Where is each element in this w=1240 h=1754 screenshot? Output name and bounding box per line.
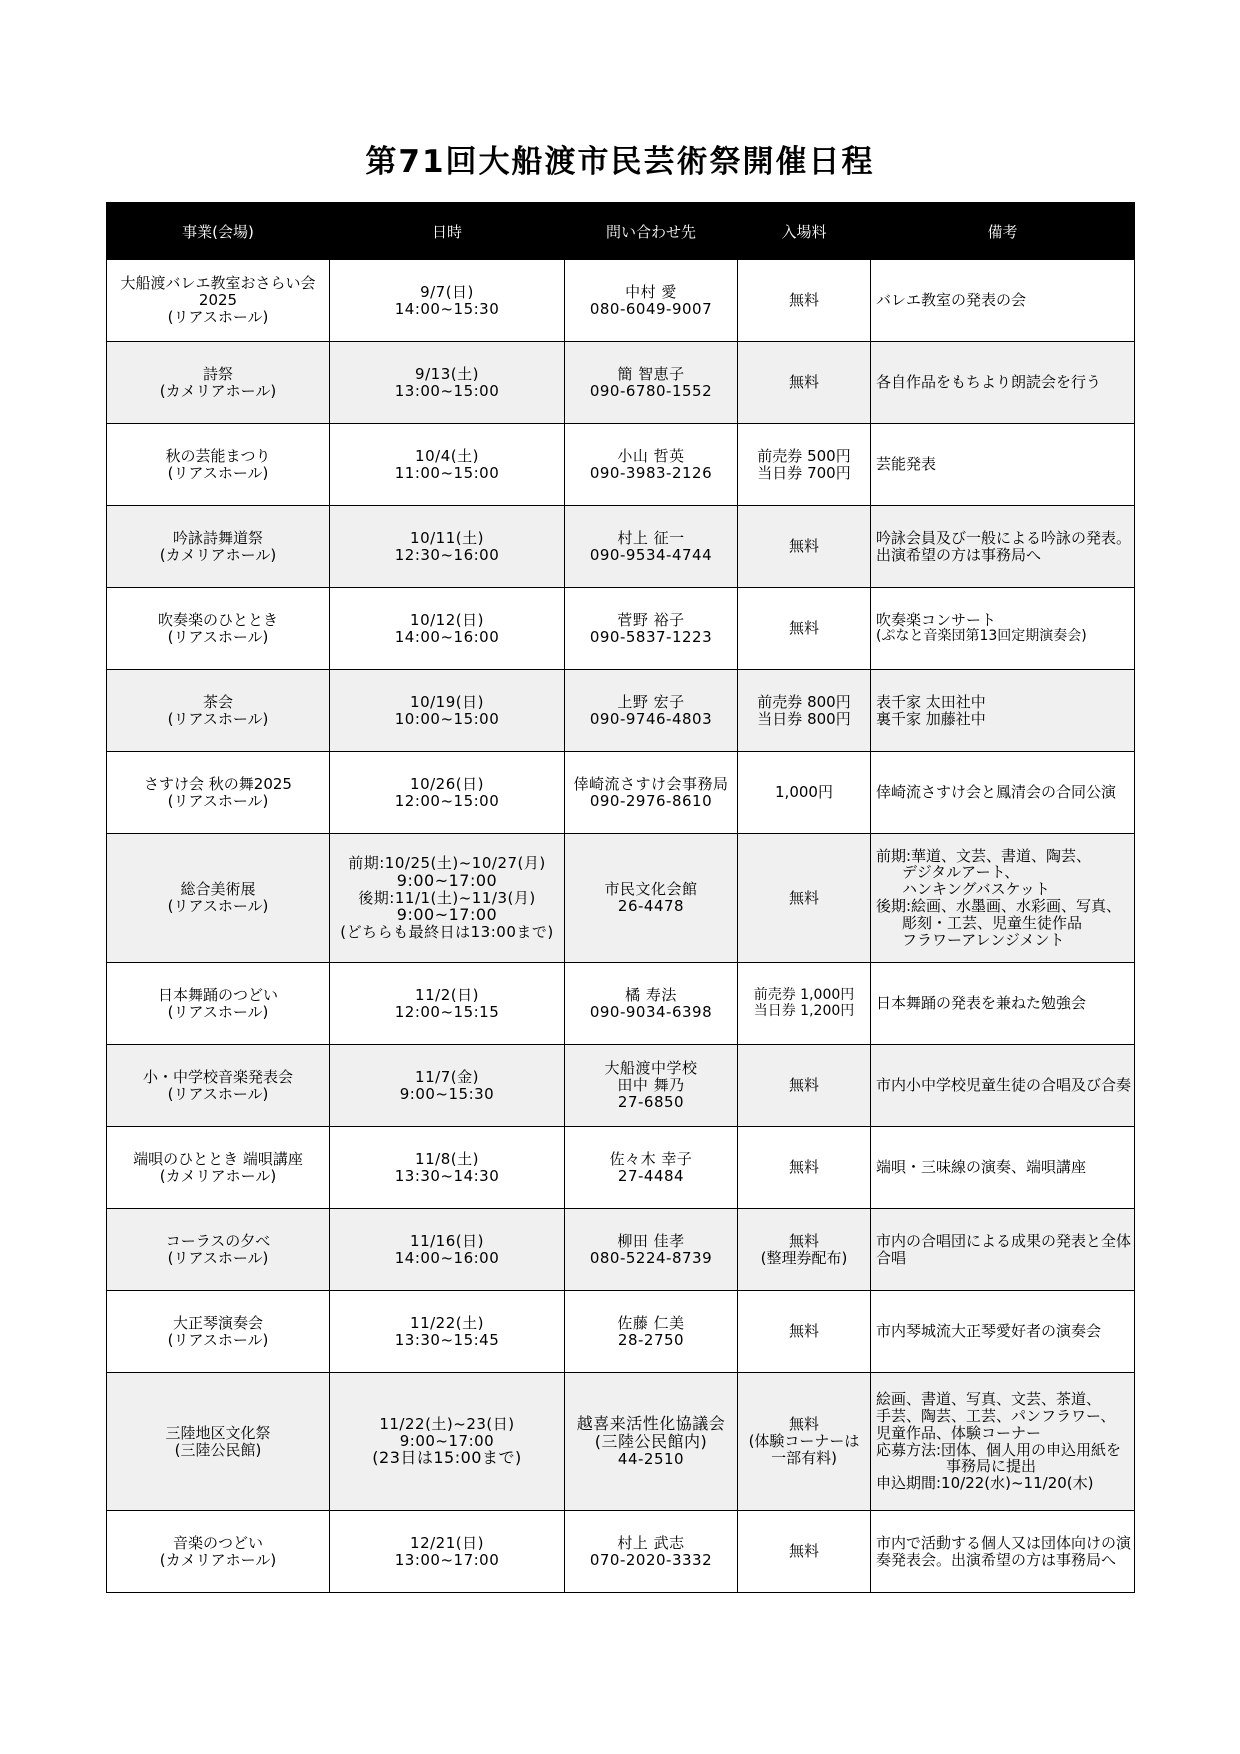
contact-name: 菅野 裕子 <box>617 610 685 629</box>
notes-cell <box>871 1373 1135 1511</box>
contact-org: 越喜来活性化協議会 <box>576 1414 726 1434</box>
contact-name: 中村 愛 <box>625 282 677 301</box>
fee-text: 無料 <box>788 537 819 556</box>
event-venue: (三陸公民館) <box>174 1440 262 1459</box>
notes-cell <box>871 588 1135 670</box>
notes-cell <box>871 1127 1135 1209</box>
event-cell <box>107 1511 330 1593</box>
table-row <box>107 1373 1135 1511</box>
notes-cell <box>871 963 1135 1045</box>
fee-cell <box>738 588 871 670</box>
event-name: 茶会 <box>202 692 233 711</box>
table-row <box>107 963 1135 1045</box>
datetime-cell <box>330 1127 565 1209</box>
contact-name: 小山 哲英 <box>617 446 685 465</box>
table-row <box>107 834 1135 963</box>
notes-text: 応募方法:団体、個人用の申込用紙を <box>876 1440 1122 1459</box>
datetime-cell <box>330 424 565 506</box>
contact-name: 市民文化会館 <box>604 880 698 899</box>
fee-cell <box>738 424 871 506</box>
fee-cell <box>738 342 871 424</box>
contact-name: 佐々木 幸子 <box>609 1149 693 1168</box>
event-venue: (リアスホール) <box>167 1248 269 1267</box>
fee-note: 一部有料) <box>771 1448 837 1467</box>
event-date: 10/26(日) <box>410 774 484 793</box>
contact-cell <box>565 342 738 424</box>
event-name: 詩祭 <box>202 364 233 383</box>
datetime-cell <box>330 1511 565 1593</box>
fee-text: 無料 <box>788 1076 819 1095</box>
contact-phone: 090-6780-1552 <box>589 381 713 400</box>
contact-phone: 090-3983-2126 <box>589 463 713 482</box>
event-date: 11/16(日) <box>410 1231 484 1250</box>
contact-phone: 090-2976-8610 <box>589 791 713 810</box>
datetime-cell <box>330 342 565 424</box>
contact-phone: 27-6850 <box>617 1092 685 1111</box>
fee-door: 当日券 700円 <box>757 463 851 482</box>
notes-cell <box>871 260 1135 342</box>
notes-text: 裏千家 加藤社中 <box>876 709 986 728</box>
notes-text: 市内琴城流大正琴愛好者の演奏会 <box>876 1322 1102 1341</box>
event-venue: (カメリアホール) <box>159 1550 277 1569</box>
contact-phone: 26-4478 <box>617 897 685 915</box>
fee-text: 無料 <box>788 619 819 638</box>
event-time: 9:00~17:00 <box>399 1431 495 1450</box>
datetime-cell <box>330 506 565 588</box>
notes-text: 絵画、書道、写真、文芸、茶道、 <box>876 1390 1102 1409</box>
fee-door: 当日券 800円 <box>757 709 851 728</box>
event-date: 10/4(土) <box>415 446 479 465</box>
event-date: 11/22(土) <box>410 1313 484 1332</box>
fee-advance: 前売券 500円 <box>757 446 851 465</box>
fee-text: 無料 <box>788 1231 819 1250</box>
notes-text: 各自作品をもちより朗読会を行う <box>876 373 1102 392</box>
contact-cell <box>565 1045 738 1127</box>
event-cell <box>107 1127 330 1209</box>
notes-text: 手芸、陶芸、工芸、パンフラワー、 <box>876 1406 1116 1425</box>
datetime-cell <box>330 1209 565 1291</box>
header-contact: 問い合わせ先 <box>565 203 738 260</box>
table-row <box>107 1291 1135 1373</box>
event-venue: (カメリアホール) <box>159 1166 277 1185</box>
fee-text: 1,000円 <box>775 783 833 802</box>
fee-advance: 前売券 1,000円 <box>753 986 855 1003</box>
event-name: 日本舞踊のつどい <box>157 985 278 1004</box>
event-date: 11/7(金) <box>415 1067 479 1086</box>
notes-text: 市内の合唱団による成果の発表と全体合唱 <box>876 1231 1132 1267</box>
datetime-cell <box>330 752 565 834</box>
event-cell <box>107 752 330 834</box>
fee-note: (整理券配布) <box>760 1248 848 1267</box>
notes-cell <box>871 834 1135 963</box>
event-date: 10/19(日) <box>410 692 484 711</box>
contact-cell <box>565 963 738 1045</box>
table-row <box>107 752 1135 834</box>
contact-name: 橘 寿法 <box>625 985 677 1004</box>
event-name: 大船渡バレエ教室おさらい会 <box>120 274 316 293</box>
table-row <box>107 506 1135 588</box>
contact-org: 大船渡中学校 <box>604 1059 698 1078</box>
datetime-cell <box>330 588 565 670</box>
contact-phone: 090-9746-4803 <box>589 709 713 728</box>
contact-phone: 44-2510 <box>617 1450 685 1468</box>
notes-text: 後期:絵画、水墨画、水彩画、写真、 <box>876 897 1122 915</box>
datetime-cell <box>330 260 565 342</box>
fee-text: 無料 <box>788 1322 819 1341</box>
contact-name: 簡 智恵子 <box>617 364 685 383</box>
datetime-cell <box>330 834 565 963</box>
notes-text: 吹奏楽コンサート <box>876 611 997 630</box>
header-datetime: 日時 <box>330 203 565 260</box>
contact-name: 倖崎流さすけ会事務局 <box>573 774 729 793</box>
fee-door: 当日券 1,200円 <box>753 1002 855 1019</box>
table-row <box>107 588 1135 670</box>
fee-cell <box>738 670 871 752</box>
event-venue: (リアスホール) <box>167 709 269 728</box>
contact-cell <box>565 834 738 963</box>
notes-text: 出演希望の方は事務局へ <box>876 545 1042 564</box>
event-date: 11/2(日) <box>415 985 479 1004</box>
event-venue: (カメリアホール) <box>159 381 277 400</box>
table-header-row <box>107 203 1135 260</box>
contact-phone: 090-9534-4744 <box>589 545 713 564</box>
event-time: 13:30~14:30 <box>394 1166 500 1185</box>
notes-text: (ぷなと音楽団第13回定期演奏会) <box>876 628 1087 645</box>
notes-text: 申込期間:10/22(水)~11/20(木) <box>876 1474 1094 1493</box>
notes-text: 市内小中学校児童生徒の合唱及び合奏 <box>876 1076 1132 1095</box>
event-name: 小・中学校音楽発表会 <box>142 1067 293 1086</box>
contact-phone: 28-2750 <box>617 1330 685 1349</box>
notes-cell <box>871 1511 1135 1593</box>
notes-cell <box>871 424 1135 506</box>
notes-text: 端唄・三味線の演奏、端唄講座 <box>876 1158 1087 1177</box>
event-cell <box>107 506 330 588</box>
contact-phone: 070-2020-3332 <box>589 1550 713 1569</box>
event-venue: (リアスホール) <box>167 463 269 482</box>
fee-cell <box>738 260 871 342</box>
contact-cell <box>565 752 738 834</box>
table-row <box>107 1511 1135 1593</box>
event-time-note: (23日は15:00まで) <box>372 1448 522 1468</box>
contact-org-note: (三陸公民館内) <box>594 1432 708 1452</box>
notes-text: ハンキングバスケット <box>902 880 1050 899</box>
contact-cell <box>565 260 738 342</box>
event-cell <box>107 588 330 670</box>
table-row <box>107 342 1135 424</box>
event-venue: (リアスホール) <box>167 1330 269 1349</box>
event-time: 9:00~15:30 <box>399 1084 495 1103</box>
table-row <box>107 1045 1135 1127</box>
event-time: 11:00~15:00 <box>394 463 500 482</box>
datetime-cell <box>330 963 565 1045</box>
datetime-cell <box>330 1291 565 1373</box>
notes-cell <box>871 1209 1135 1291</box>
notes-text: 前期:華道、文芸、書道、陶芸、 <box>876 846 1092 865</box>
event-venue: (リアスホール) <box>167 1002 269 1021</box>
event-date: 9/13(土) <box>415 364 479 383</box>
event-cell <box>107 1209 330 1291</box>
notes-text: 表千家 太田社中 <box>876 692 986 711</box>
event-time: 9:00~17:00 <box>396 870 498 890</box>
event-cell <box>107 963 330 1045</box>
notes-text: 吟詠会員及び一般による吟詠の発表。 <box>876 528 1132 547</box>
event-cell <box>107 424 330 506</box>
contact-name: 田中 舞乃 <box>617 1076 685 1095</box>
fee-cell <box>738 1511 871 1593</box>
event-date: 9/7(日) <box>420 282 474 301</box>
datetime-cell <box>330 1045 565 1127</box>
contact-cell <box>565 1373 738 1511</box>
fee-cell <box>738 834 871 963</box>
schedule-table <box>106 202 1135 1593</box>
event-name: 総合美術展 <box>180 880 256 899</box>
notes-text: 芸能発表 <box>876 455 937 474</box>
event-time: 13:30~15:45 <box>394 1330 500 1349</box>
notes-text: デジタルアート、 <box>902 863 1020 882</box>
notes-text: 倖崎流さすけ会と鳳清会の合同公演 <box>876 783 1117 802</box>
event-time: 13:00~17:00 <box>394 1550 500 1569</box>
event-cell <box>107 670 330 752</box>
contact-phone: 090-9034-6398 <box>589 1002 713 1021</box>
event-date: 後期:11/1(土)~11/3(月) <box>358 888 536 907</box>
notes-cell <box>871 342 1135 424</box>
event-time-note: (どちらも最終日は13:00まで) <box>340 923 554 942</box>
contact-cell <box>565 506 738 588</box>
event-name: 三陸地区文化祭 <box>165 1423 271 1442</box>
fee-cell <box>738 506 871 588</box>
event-name: 秋の芸能まつり <box>165 446 271 465</box>
event-time: 12:00~15:15 <box>394 1002 500 1021</box>
contact-name: 佐藤 仁美 <box>617 1313 685 1332</box>
fee-note: (体験コーナーは <box>748 1432 860 1451</box>
table-row <box>107 260 1135 342</box>
event-name: さすけ会 秋の舞2025 <box>144 774 292 793</box>
fee-cell <box>738 752 871 834</box>
event-name: 音楽のつどい <box>172 1533 263 1552</box>
event-time: 14:00~15:30 <box>394 299 500 318</box>
event-venue: (カメリアホール) <box>159 545 277 564</box>
contact-cell <box>565 670 738 752</box>
event-time: 10:00~15:00 <box>394 709 500 728</box>
event-cell <box>107 1045 330 1127</box>
event-cell <box>107 834 330 963</box>
contact-cell <box>565 424 738 506</box>
event-date: 10/12(日) <box>410 610 484 629</box>
notes-cell <box>871 752 1135 834</box>
contact-name: 村上 征一 <box>617 528 685 547</box>
table-row <box>107 424 1135 506</box>
event-cell <box>107 260 330 342</box>
fee-cell <box>738 1045 871 1127</box>
event-venue: (リアスホール) <box>167 897 269 915</box>
notes-cell <box>871 1045 1135 1127</box>
fee-cell <box>738 963 871 1045</box>
contact-name: 村上 武志 <box>617 1533 685 1552</box>
fee-cell <box>738 1209 871 1291</box>
contact-name: 柳田 佳孝 <box>617 1231 685 1250</box>
header-notes: 備考 <box>871 203 1135 260</box>
contact-cell <box>565 1511 738 1593</box>
fee-text: 無料 <box>788 291 819 310</box>
event-date: 前期:10/25(土)~10/27(月) <box>348 853 546 872</box>
table-row <box>107 1127 1135 1209</box>
event-date: 11/8(土) <box>415 1149 479 1168</box>
notes-text: 児童作品、体験コーナー <box>876 1423 1042 1442</box>
header-fee: 入場料 <box>738 203 871 260</box>
event-time: 12:30~16:00 <box>394 545 500 564</box>
event-cell <box>107 1291 330 1373</box>
page-title: 第71回大船渡市民芸術祭開催日程 <box>365 144 875 180</box>
notes-text: 日本舞踊の発表を兼ねた勉強会 <box>876 994 1087 1013</box>
event-venue: (リアスホール) <box>167 307 269 326</box>
event-name: 吹奏楽のひととき <box>157 610 278 629</box>
notes-cell <box>871 506 1135 588</box>
notes-cell <box>871 1291 1135 1373</box>
contact-name: 上野 宏子 <box>617 692 685 711</box>
fee-text: 無料 <box>788 373 819 392</box>
event-name: 2025 <box>198 291 238 310</box>
fee-text: 無料 <box>788 888 819 907</box>
datetime-cell <box>330 670 565 752</box>
event-name: 吟詠詩舞道祭 <box>172 528 263 547</box>
event-time: 12:00~15:00 <box>394 791 500 810</box>
event-date: 12/21(日) <box>410 1533 484 1552</box>
table-row <box>107 1209 1135 1291</box>
contact-cell <box>565 1291 738 1373</box>
event-venue: (リアスホール) <box>167 791 269 810</box>
event-venue: (リアスホール) <box>167 627 269 646</box>
fee-text: 無料 <box>788 1415 819 1434</box>
contact-phone: 27-4484 <box>617 1166 685 1185</box>
header-event: 事業(会場) <box>107 203 330 260</box>
fee-cell <box>738 1127 871 1209</box>
notes-text: 彫刻・工芸、児童生徒作品 <box>902 913 1083 932</box>
event-cell <box>107 1373 330 1511</box>
event-time: 14:00~16:00 <box>394 627 500 646</box>
contact-cell <box>565 588 738 670</box>
fee-cell <box>738 1373 871 1511</box>
notes-text: フラワーアレンジメント <box>902 930 1065 949</box>
notes-text: 市内で活動する個人又は団体向けの演奏発表会。出演希望の方は事務局へ <box>876 1533 1132 1569</box>
contact-phone: 090-5837-1223 <box>589 627 713 646</box>
notes-cell <box>871 670 1135 752</box>
table-row <box>107 670 1135 752</box>
event-name: コーラスの夕べ <box>165 1231 271 1250</box>
contact-cell <box>565 1127 738 1209</box>
fee-text: 無料 <box>788 1542 819 1561</box>
event-name: 大正琴演奏会 <box>172 1313 263 1332</box>
contact-cell <box>565 1209 738 1291</box>
event-date: 11/22(土)~23(日) <box>379 1414 515 1433</box>
event-name: 端唄のひととき 端唄講座 <box>133 1149 303 1168</box>
event-venue: (リアスホール) <box>167 1084 269 1103</box>
event-time: 13:00~15:00 <box>394 381 500 400</box>
event-time: 9:00~17:00 <box>396 905 498 925</box>
contact-phone: 080-5224-8739 <box>589 1248 713 1267</box>
fee-advance: 前売券 800円 <box>757 692 851 711</box>
datetime-cell <box>330 1373 565 1511</box>
fee-text: 無料 <box>788 1158 819 1177</box>
notes-text: バレエ教室の発表の会 <box>876 291 1027 310</box>
notes-text: 事務局に提出 <box>946 1457 1037 1476</box>
event-time: 14:00~16:00 <box>394 1248 500 1267</box>
fee-cell <box>738 1291 871 1373</box>
event-cell <box>107 342 330 424</box>
event-date: 10/11(土) <box>410 528 484 547</box>
contact-phone: 080-6049-9007 <box>589 299 713 318</box>
